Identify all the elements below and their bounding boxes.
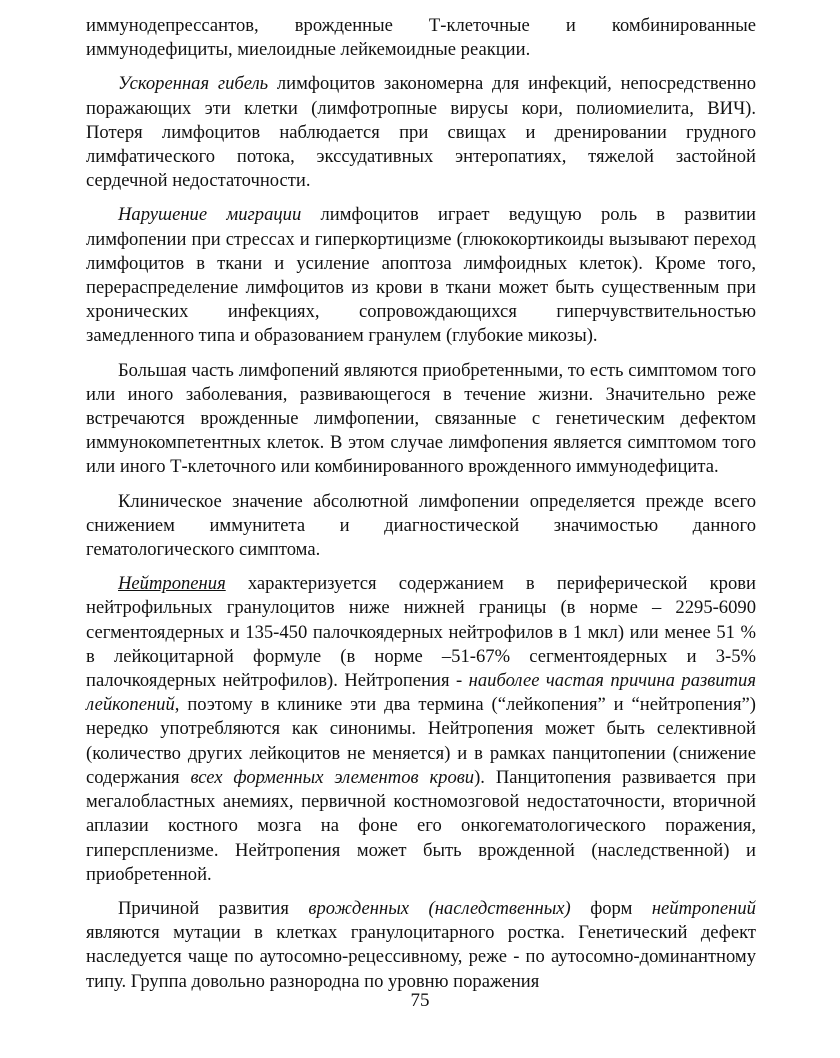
paragraph-text: лимфоцитов играет ведущую роль в развитии лимфопении при стрессах и гиперкортицизме (глюкокортикоиды вызывают переход лимфоцитов в ткани и усиление апоптоза лимфоидных клеток). Кроме того, перераспределение лимфоцитов из крови в ткани может быть существенным при хронических инфекциях, сопровождающихся гиперчувствительностью замедленного типа и образованием гранулем (глубокие микозы). xyxy=(86,204,756,347)
paragraph-text: Большая часть лимфопений являются приобретенными, то есть симптомом того или иного заболевания, развивающегося в течение жизни. Значительно реже встречаются врожденные лимфопении, связанные с генетическим дефектом иммунокомпетентных клеток. В этом случае лимфопения является симптомом того или иного Т-клеточного или комбинированного врожденного иммунодефицита. xyxy=(86,359,756,478)
paragraph-accelerated-death xyxy=(86,72,756,193)
emphasis-text: наиболее частая причина развития лейкопений xyxy=(86,670,756,716)
page-number: 75 xyxy=(410,990,430,1011)
paragraph-continuation xyxy=(86,14,756,62)
paragraph-text: характеризуется содержанием в периферической крови нейтрофильных гранулоцитов ниже нижней границы (в норме – 2295-6090 сегментоядерных и 135-450 палочкоядерных нейтрофилов в 1 мкл) или менее 51 % в лейкоцитарной формуле (в норме –51-67% сегментоядерных и 3-5% палочкоядерных нейтрофилов). Нейтропения - xyxy=(86,573,756,692)
paragraph-neutropenia xyxy=(86,572,756,887)
emphasis-text: врожденных (наследственных) xyxy=(308,897,571,919)
paragraph-congenital-neutropenia xyxy=(86,897,756,994)
emphasis-text: всех форменных элементов крови xyxy=(190,766,475,788)
page-body xyxy=(86,14,756,994)
paragraph-text: форм xyxy=(570,897,652,919)
paragraph-text: , поэтому в клинике эти два термина (“лейкопения” и “нейтропения”) нередко употребляются как синонимы. Нейтропения может быть селективной (количество других лейкоцитов не меняется) и в рамках панцитопении (снижение содержания xyxy=(86,694,756,788)
term-accelerated-death: Ускоренная гибель xyxy=(118,73,269,95)
paragraph-text: Причиной развития xyxy=(118,897,309,919)
paragraph-migration-disorder xyxy=(86,203,756,348)
paragraph-text: являются мутации в клетках гранулоцитарного ростка. Генетический дефект наследуется чаще по аутосомно-рецессивному, реже - по аутосомно-доминантному типу. Группа довольно разнородна по уровню поражения xyxy=(86,922,756,992)
paragraph-text: Клиническое значение абсолютной лимфопении определяется прежде всего снижением иммунитета и диагностической значимостью данного гематологического симптома. xyxy=(86,490,756,561)
paragraph-acquired-lymphopenia xyxy=(86,359,756,480)
term-migration-disorder: Нарушение миграции xyxy=(118,204,302,226)
paragraph-text: иммунодепрессантов, врожденные Т-клеточные и комбинированные иммунодефициты, миелоидные лейкемоидные реакции. xyxy=(86,15,756,61)
paragraph-text: лимфоцитов закономерна для инфекций, непосредственно поражающих эти клетки (лимфотропные вирусы кори, полиомиелита, ВИЧ). Потеря лимфоцитов наблюдается при свищах и дренировании грудного лимфатического потока, экссудативных энтеропатиях, тяжелой застойной сердечной недостаточности. xyxy=(86,73,756,192)
paragraph-clinical-significance xyxy=(86,490,756,563)
emphasis-text: нейтропений xyxy=(651,897,756,919)
term-neutropenia: Нейтропения xyxy=(118,573,226,595)
paragraph-text: ). Панцитопения развивается при мегалобластных анемиях, первичной костномозговой недостаточности, вторичной аплазии костного мозга на фоне его онкогематологического поражения, гиперспленизме. Нейтропения может быть врожденной (наследственной) и приобретенной. xyxy=(86,766,756,885)
